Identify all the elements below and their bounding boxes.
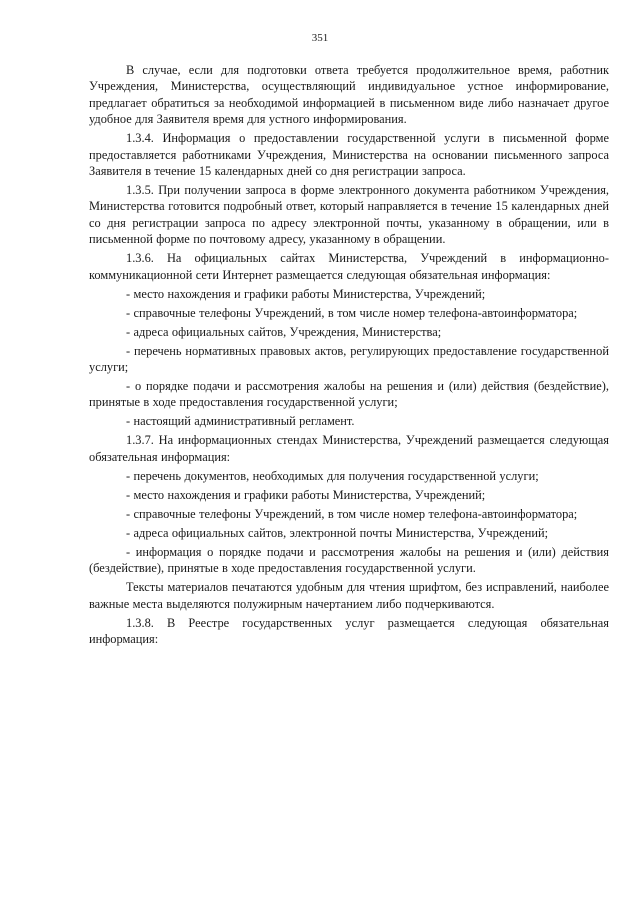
paragraph: 1.3.7. На информационных стендах Министерства, Учреждений размещается следующая обязательная информация: [89,433,609,464]
list-item: - место нахождения и графики работы Министерства, Учреждений; [126,286,486,301]
list-item: - адреса официальных сайтов, электронной почты Министерства, Учреждений; [126,525,549,540]
list-item: - перечень нормативных правовых актов, регулирующих предоставление государственной услуги; [89,343,609,375]
paragraph: 1.3.4. Информация о предоставлении государственной услуги в письменной форме предоставляется работниками Учреждения, Министерства на основании письменного запроса Заявителя в течение 15 календарных дней со дня регистрации запроса. [89,131,609,179]
paragraph: В случае, если для подготовки ответа требуется продолжительное время, работник Учреждения, Министерства, осуществляющий индивидуальное устное информирование, предлагает обратиться за необходимой информацией в письменном виде либо назначает другое удобное для Заявителя время для устного информирования. [89,63,609,127]
paragraph: 1.3.5. При получении запроса в форме электронного документа работником Учреждения, Министерства готовится подробный ответ, который направляется в течение 15 календарных дней со дня регистрации запроса по адресу электронной почты, указанному в обращении, или в письменной форме по почтовому адресу, указанному в обращении. [89,183,609,247]
list-item: - информация о порядке подачи и рассмотрения жалобы на решения и (или) действия (бездействие), принятые в ходе предоставления государственной услуги. [89,544,609,576]
page-number: 351 [311,32,329,44]
list-item: - о порядке подачи и рассмотрения жалобы на решения и (или) действия (бездействие), принятые в ходе предоставления государственной услуги; [89,379,609,410]
paragraph: 1.3.6. На официальных сайтах Министерства, Учреждений в информационно-коммуникационной сети Интернет размещается следующая обязательная информация: [89,251,609,282]
list-item: - справочные телефоны Учреждений, в том числе номер телефона-автоинформатора; [126,506,578,521]
list-item: - место нахождения и графики работы Министерства, Учреждений; [126,487,486,502]
paragraph: 1.3.8. В Реестре государственных услуг размещается следующая обязательная информация: [89,615,609,647]
document-body [89,62,609,650]
list-item: - настоящий административный регламент. [126,414,355,429]
list-item: - адреса официальных сайтов, Учреждения, Министерства; [126,324,442,339]
paragraph: Тексты материалов печатаются удобным для чтения шрифтом, без исправлений, наиболее важные места выделяются полужирным начертанием либо подчеркиваются. [89,580,609,611]
list-item: - справочные телефоны Учреждений, в том числе номер телефона-автоинформатора; [126,305,578,320]
list-item: - перечень документов, необходимых для получения государственной услуги; [126,468,539,483]
